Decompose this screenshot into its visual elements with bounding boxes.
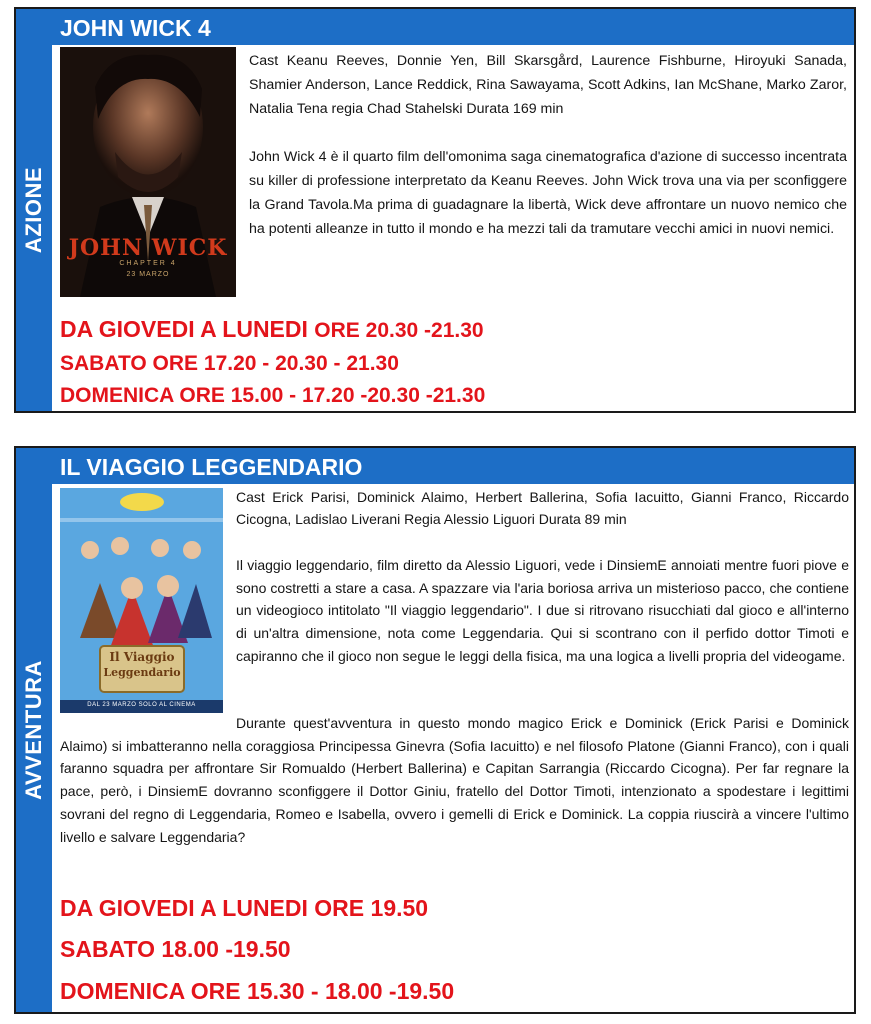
schedule-weekday: DA GIOVEDI A LUNEDI ORE 19.50 xyxy=(60,895,429,921)
poster-date: 23 MARZO xyxy=(126,271,170,278)
schedule-sunday: DOMENICA ORE 15.30 - 18.00 -19.50 xyxy=(60,978,455,1004)
schedule-sunday: DOMENICA ORE 15.00 - 17.20 -20.30 -21.30 xyxy=(60,384,486,407)
poster-subtitle: CHAPTER 4 xyxy=(119,260,177,267)
poster-title-line1: Il Viaggio xyxy=(109,650,175,664)
movie-poster xyxy=(60,488,223,713)
poster-art xyxy=(60,488,223,713)
plot-summary: John Wick 4 è il quarto film dell'omonima saga cinematografica d'azione di successo incentrata su killer di professione interpretato da Keanu Reeves. John Wick trova una via per sconfiggere la Grand Tavola.Ma prima di guadagnare la libertà, Wick deve affrontare un nuovo nemico che ha potenti alleanze in tutto il mondo e ha mezzi tali da tramutare vecchi amici in nuovi nemici. xyxy=(249,149,847,237)
movie-title: JOHN WICK 4 xyxy=(52,9,854,45)
plot-summary-part2: Durante quest'avventura in questo mondo magico Erick e Dominick (Erick Parisi e Dominick Alaimo) si imbatteranno nella coraggiosa Principessa Ginevra (Sofia Iacuitto) e nel filosofo Platone (Gianni Franco), con i quali faranno squadra per affrontare Sir Romualdo (Herbert Ballerina) e Capitan Sarrangia (Riccardo Cicogna). Per far regnare la pace, però, i DinsiemE dovranno sconfiggere il Dottor Giniu, fratello del Dottor Timoti, intenzionato a spodestare i legittimi sovrani del regno di Leggendaria, Romeo e Isabella, ovvero i gemelli di Erick e Dominick. La coppia riuscirà a vincere l'ultimo livello e salvare Leggendaria? xyxy=(60,715,849,845)
movie-card-il-viaggio-leggendario xyxy=(14,446,856,1014)
cast-credits: Cast Keanu Reeves, Donnie Yen, Bill Skarsgård, Laurence Fishburne, Hiroyuki Sanada, Shamier Anderson, Lance Reddick, Rina Sawayama, Scott Adkins, Ian McShane, Marko Zaror, Natalia Tena regia Chad Stahelski Durata 169 min xyxy=(249,53,847,117)
poster-footer: DAL 23 MARZO SOLO AL CINEMA xyxy=(87,702,196,708)
movie-card-john-wick-4 xyxy=(14,7,856,413)
movie-title: IL VIAGGIO LEGGENDARIO xyxy=(52,448,854,484)
schedule-saturday: SABATO ORE 17.20 - 20.30 - 21.30 xyxy=(60,352,399,375)
poster-title: JOHN WICK xyxy=(68,235,228,261)
poster-title-line2: Leggendario xyxy=(103,666,181,679)
movie-description xyxy=(249,49,847,241)
schedule-saturday: SABATO 18.00 -19.50 xyxy=(60,936,291,962)
genre-label: AZIONE xyxy=(21,166,46,254)
schedule-weekday: DA GIOVEDI A LUNEDI ORE 20.30 -21.30 xyxy=(60,316,484,342)
genre-label: AVVENTURA xyxy=(21,660,47,800)
plot-summary-part1: Il viaggio leggendario, film diretto da Alessio Liguori, vede i DinsiemE annoiati mentre fuori piove e sono costretti a stare a casa. A spazzare via l'aria boriosa arriva un misterioso pacco, che contiene un videogioco intitolato "Il viaggio leggendario". I due si ritrovano risucchiati dal gioco e all'interno di un'altra dimensione, nota come Leggendaria. Qui si scontrano con il perfido dottor Timoti e capiranno che il gioco non segue le leggi della fisica, ma una logica a livelli propria del videogame. xyxy=(236,557,849,664)
cast-credits: Cast Erick Parisi, Dominick Alaimo, Herbert Ballerina, Sofia Iacuitto, Gianni Franco, Riccardo Cicogna, Ladislao Liverani Regia Alessio Liguori Durata 89 min xyxy=(236,489,849,527)
movie-poster xyxy=(60,47,236,297)
